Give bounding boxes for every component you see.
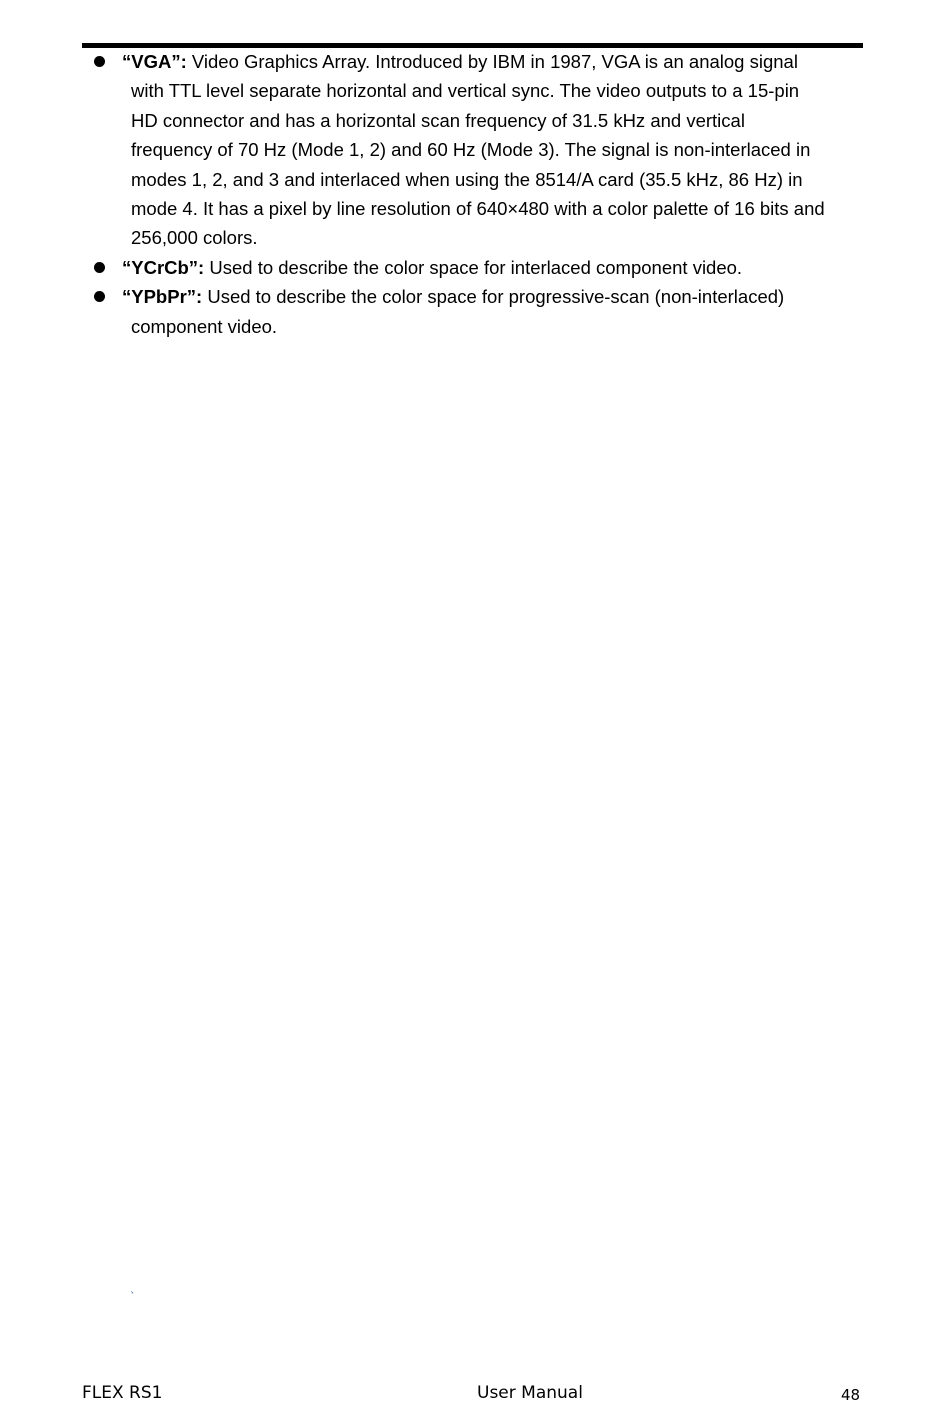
bullet-icon [94,56,105,67]
glossary-text: Video Graphics Array. Introduced by IBM in 1987, VGA is an analog signal [186,51,798,72]
glossary-line: frequency of 70 Hz (Mode 1, 2) and 60 Hz (Mode 3). The signal is non-interlaced in [131,139,811,161]
glossary-item-ycrcb [82,253,872,282]
bullet-icon [94,262,105,273]
page-number: 48 [841,1386,861,1404]
glossary-line: modes 1, 2, and 3 and interlaced when using the 8514/A card (35.5 kHz, 86 Hz) in [131,168,803,190]
glossary-text: Used to describe the color space for progressive-scan (non-interlaced) [202,286,785,308]
glossary-line: component video. [131,315,278,337]
glossary-text: Used to describe the color space for interlaced component video. [204,256,743,278]
glossary-term: “YCrCb”: [122,256,205,278]
footer-document-title: User Manual [477,1383,583,1403]
glossary-item-ypbpr [82,282,872,341]
glossary-line [122,47,872,76]
glossary-line [122,253,872,282]
glossary-term: “YPbPr”: [122,286,203,308]
glossary-list [82,47,872,341]
glossary-line: mode 4. It has a pixel by line resolution of 640×480 with a color palette of 16 bits and [131,198,825,220]
glossary-term: “VGA”: [122,51,187,72]
footer-product: FLEX RS1 [82,1383,163,1403]
bullet-icon [94,291,105,302]
glossary-line [122,282,872,311]
glossary-line: 256,000 colors. [131,227,258,249]
glossary-item-vga [82,47,872,253]
glossary-line: HD connector and has a horizontal scan frequency of 31.5 kHz and vertical [131,109,745,131]
glossary-line: with TTL level separate horizontal and vertical sync. The video outputs to a 15-pin [131,80,800,102]
stray-mark: ` [130,1290,136,1303]
